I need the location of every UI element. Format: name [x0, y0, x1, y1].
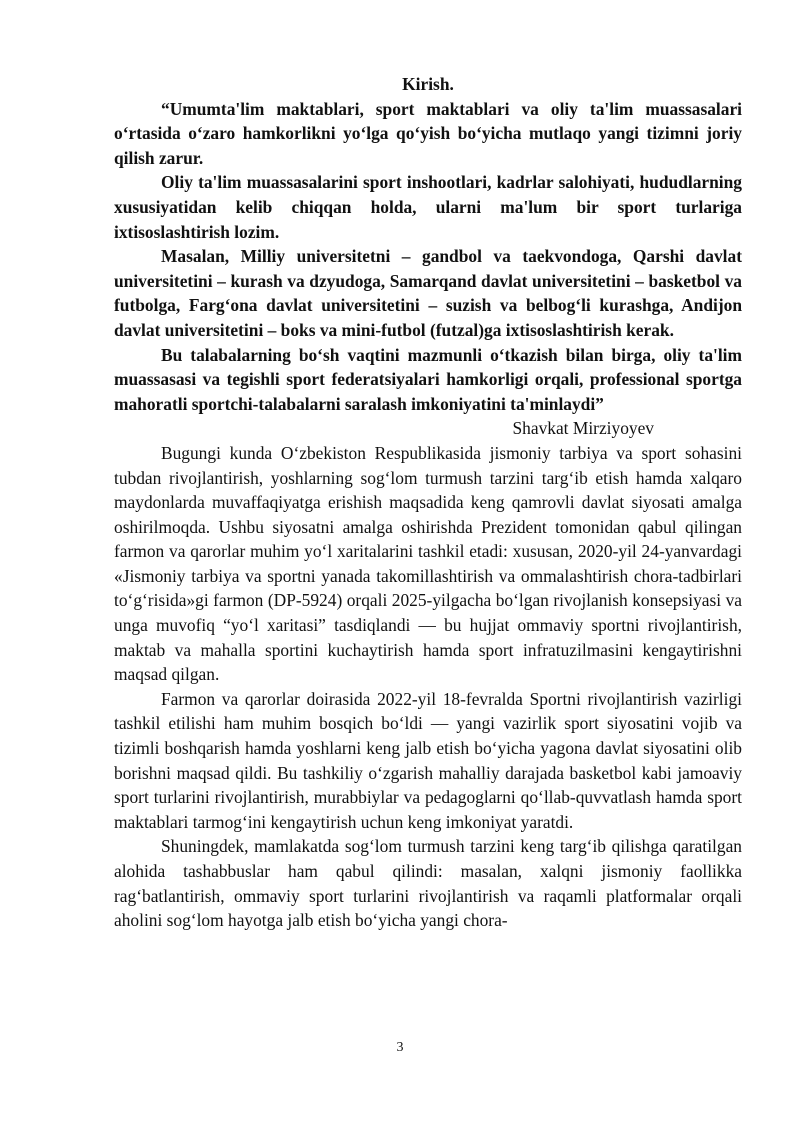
section-title: Kirish. [402, 74, 454, 94]
document-page [114, 72, 742, 933]
body-paragraph-2: Farmon va qarorlar doirasida 2022-yil 18-fevralda Sportni rivojlantirish vazirligi tashkil etilishi ham muhim bosqich bo‘ldi — yangi vazirlik sport siyosatini vojib va tizimli boshqarish hamda yoshlarni keng jalb etish bo‘yicha yagona davlat siyosatini olib borishni maqsad qildi. Bu tashkiliy o‘zgarish mahalliy darajada basketbol kabi jamoaviy sport turlarini rivojlantirish, murabbiylar va pedagoglarni qo‘llab-quvvatlash hamda sport maktablari tarmog‘ini kengaytirish uchun keng imkoniyat yaratdi. [114, 688, 742, 832]
quote-paragraph-4: Bu talabalarning bo‘sh vaqtini mazmunli o‘tkazish bilan birga, oliy ta'lim muassasasi va tegishli sport federatsiyalari hamkorligi orqali, professional sportga mahoratli sportchi-talabalarni saralash imkoniyatini ta'minlaydi” [114, 344, 742, 414]
page-number: 3 [396, 1040, 404, 1055]
body-paragraph-3: Shuningdek, mamlakatda sog‘lom turmush tarzini keng targ‘ib qilishga qaratilgan alohida tashabbuslar ham qabul qilindi: masalan, xalqni jismoniy faollikka rag‘batlantirish, ommaviy sport turlarini rivojlantirish va raqamli platformalar orqali aholini sog‘lom hayotga jalb etish bo‘yicha yangi chora- [114, 836, 742, 931]
quote-paragraph-2: Oliy ta'lim muassasalarini sport inshootlari, kadrlar salohiyati, hududlarning xususiyatidan kelib chiqqan holda, ularni ma'lum bir sport turlariga ixtisoslashtirish lozim. [114, 172, 742, 242]
quote-paragraph-3: Masalan, Milliy universitetni – gandbol va taekvondoga, Qarshi davlat universitetini – kurash va dzyudoga, Samarqand davlat universitetini – basketbol va futbolga, Farg‘ona davlat universitetini – suzish va belbog‘li kurashga, Andijon davlat universitetini – boks va mini-futbol (futzal)ga ixtisoslashtirish kerak. [114, 246, 742, 340]
body-paragraph-1: Bugungi kunda O‘zbekiston Respublikasida jismoniy tarbiya va sport sohasini tubdan rivojlantirish, yoshlarning sog‘lom turmush tarzini targ‘ib etish hamda xalqaro maydonlarda muvaffaqiyatga erishish maqsadida keng qamrovli davlat siyosati amalga oshirilmoqda. Ushbu siyosatni amalga oshirishda Prezident tomonidan qabul qilingan farmon va qarorlar muhim yo‘l xaritalarini tashkil etadi: xususan, 2020-yil 24-yanvardagi «Jismoniy tarbiya va sportni yanada takomillashtirish va ommalashtirish chora-tadbirlari to‘g‘risida»gi farmon (DP-5924) orqali 2025-yilgacha bo‘lgan rivojlanish konsepsiyasi va unga muvofiq “yo‘l xaritasi” tasdiqlandi — bu hujjat ommaviy sportni rivojlantirish, maktab va mahalla sportini kuchaytirish hamda sport infratuzilmasini kengaytirishni maqsad qilgan. [114, 442, 742, 685]
quote-author: Shavkat Mirziyoyev [512, 418, 654, 439]
quote-paragraph-1: “Umumta'lim maktablari, sport maktablari va oliy ta'lim muassasalari o‘rtasida o‘zaro hamkorlikni yo‘lga qo‘yish bo‘yicha mutlaqo yangi tizimni joriy qilish zarur. [114, 98, 742, 168]
